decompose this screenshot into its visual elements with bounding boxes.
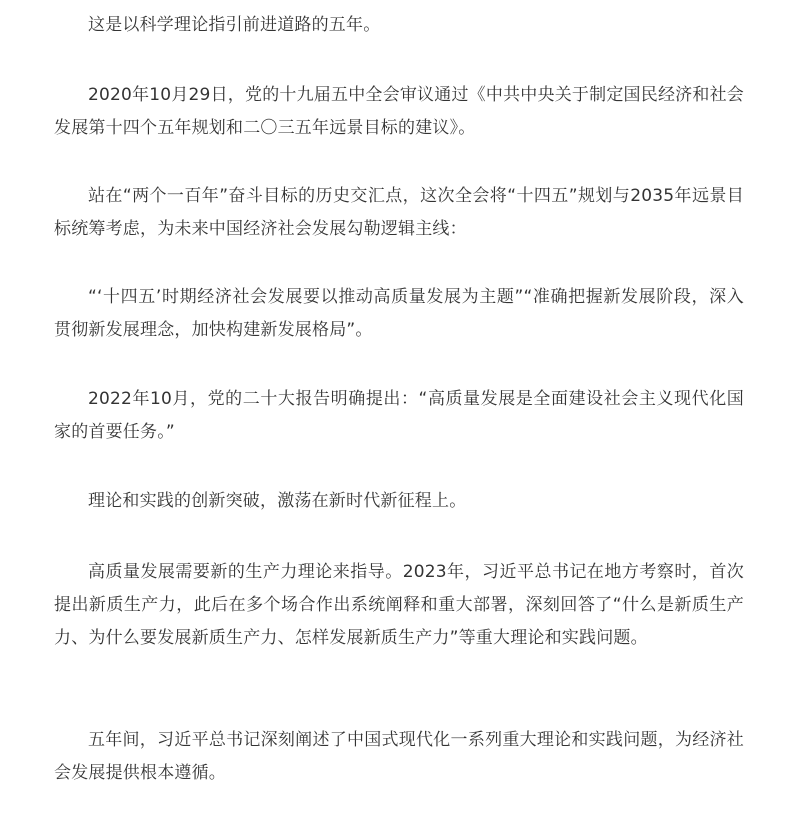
paragraph-7: 高质量发展需要新的生产力理论来指导。2023年，习近平总书记在地方考察时，首次提出新质生产力，此后在多个场合作出系统阐释和重大部署，深刻回答了“什么是新质生产力、为什么要发展新质生产力、怎样发展新质生产力”等重大理论和实践问题。 (54, 562, 744, 648)
paragraph-2: 2020年10月29日，党的十九届五中全会审议通过《中共中央关于制定国民经济和社会发展第十四个五年规划和二〇三五年远景目标的建议》。 (54, 85, 744, 138)
paragraph-5: 2022年10月，党的二十大报告明确提出：“高质量发展是全面建设社会主义现代化国家的首要任务。” (54, 389, 744, 442)
paragraph-1: 这是以科学理论指引前进道路的五年。 (88, 15, 381, 35)
paragraph-3: 站在“两个一百年”奋斗目标的历史交汇点，这次全会将“十四五”规划与2035年远景目标统筹考虑，为未来中国经济社会发展勾勒逻辑主线： (54, 186, 744, 239)
paragraph-6: 理论和实践的创新突破，激荡在新时代新征程上。 (88, 491, 467, 511)
paragraph-4: “‘十四五’时期经济社会发展要以推动高质量发展为主题”“准确把握新发展阶段，深入贯彻新发展理念，加快构建新发展格局”。 (54, 287, 744, 340)
paragraph-8: 五年间，习近平总书记深刻阐述了中国式现代化一系列重大理论和实践问题，为经济社会发展提供根本遵循。 (54, 730, 744, 783)
